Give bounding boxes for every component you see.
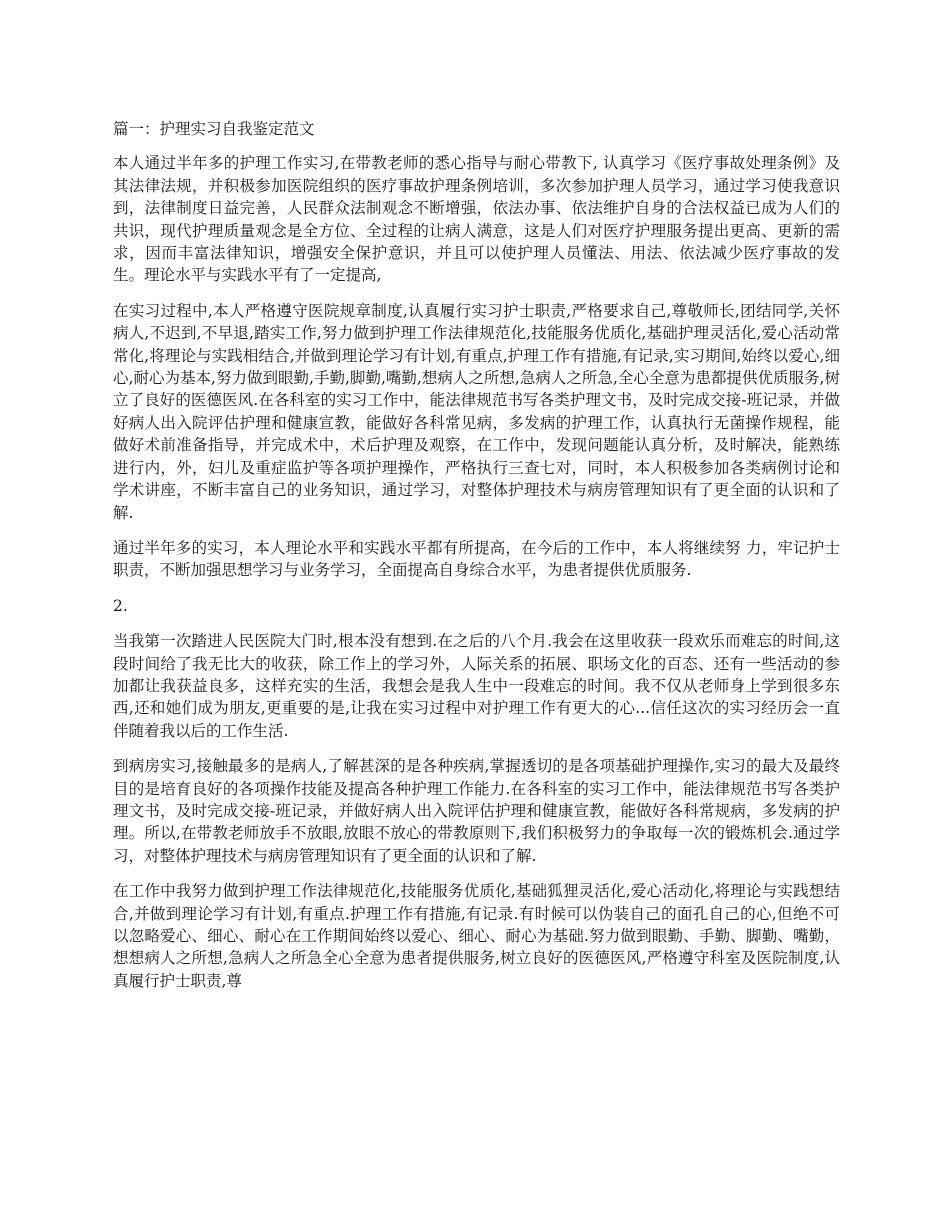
document-page <box>113 118 840 1005</box>
paragraph: 在工作中我努力做到护理工作法律规范化,技能服务优质化,基础狐狸灵活化,爱心活动化,将理论与实践想结合,并做到理论学习有计划,有重点.护理工作有措施,有记录.有时候可以伪装自己的面孔自己的心,但绝不可以忽略爱心、细心、耐心在工作期间始终以爱心、细心、耐心为基础.努力做到眼勤、手勤、脚勤、嘴勤，想想病人之所想,急病人之所急全心全意为患者提供服务,树立良好的医德医风,严格遵守科室及医院制度,认真履行护士职责,尊 <box>113 882 840 990</box>
paragraph: 当我第一次踏进人民医院大门时,根本没有想到.在之后的八个月.我会在这里收获一段欢乐而难忘的时间,这段时间给了我无比大的收获，除工作上的学习外，人际关系的拓展、职场文化的百态、还有一些活动的参加都让我获益良多，这样充实的生活，我想会是我人生中一段难忘的时间。我不仅从老师身上学到很多东西,还和她们成为朋友,更重要的是,让我在实习过程中对护理工作有更大的心...信任这次的实习经历会一直伴随着我以后的工作生活. <box>113 632 840 740</box>
paragraph: 在实习过程中,本人严格遵守医院规章制度,认真履行实习护士职责,严格要求自己,尊敬师长,团结同学,关怀病人,不迟到,不早退,踏实工作,努力做到护理工作法律规范化,技能服务优质化,基础护理灵活化,爱心活动常常化,将理论与实践相结合,并做到理论学习有计划,有重点,护理工作有措施,有记录,实习期间,始终以爱心,细心,耐心为基本,努力做到眼勤,手勤,脚勤,嘴勤,想病人之所想,急病人之所急,全心全意为患都提供优质服务,树立了良好的医德医风.在各科室的实习工作中，能法律规范书写各类护理文书，及时完成交接-班记录，并做好病人出入院评估护理和健康宣教，能做好各科常见病，多发病的护理工作，认真执行无菌操作规程，能做好术前准备指导，并完成术中，术后护理及观察，在工作中，发现问题能认真分析，及时解决，能熟练进行内，外，妇儿及重症监护等各项护理操作，严格执行三查七对，同时，本人积极参加各类病例讨论和学术讲座，不断丰富自己的业务知识，通过学习，对整体护理技术与病房管理知识有了更全面的认识和了解. <box>113 301 840 522</box>
document-title: 篇一：护理实习自我鉴定范文 <box>113 120 315 138</box>
paragraph: 本人通过半年多的护理工作实习,在带教老师的悉心指导与耐心带教下, 认真学习《医疗事故处理条例》及其法律法规，并积极参加医院组织的医疗事故护理条例培训，多次参加护理人员学习，通过学习使我意识到，法律制度日益完善，人民群众法制观念不断增强，依法办事、依法维护自身的合法权益已成为人们的共识，现代护理质量观念是全方位、全过程的让病人满意，这是人们对医疗护理服务提出更高、更新的需求，因而丰富法律知识，增强安全保护意识，并且可以使护理人员懂法、用法、依法减少医疗事故的发生。理论水平与实践水平有了一定提高, <box>113 154 840 285</box>
paragraph: 到病房实习,接触最多的是病人,了解甚深的是各种疾病,掌握透切的是各项基础护理操作,实习的最大及最终目的是培育良好的各项操作技能及提高各种护理工作能力.在各科室的实习工作中，能法律规范书写各类护理文书，及时完成交接-班记录，并做好病人出入院评估护理和健康宣教，能做好各科常规病，多发病的护理。所以,在带教老师放手不放眼,放眼不放心的带教原则下,我们积极努力的争取每一次的锻炼机会.通过学习，对整体护理技术与病房管理知识有了更全面的认识和了解. <box>113 757 840 865</box>
paragraph: 通过半年多的实习，本人理论水平和实践水平都有所提高，在今后的工作中，本人将继续努 力，牢记护士职责，不断加强思想学习与业务学习，全面提高自身综合水平，为患者提供优质服务. <box>113 538 840 580</box>
section-number: 2. <box>113 596 128 615</box>
